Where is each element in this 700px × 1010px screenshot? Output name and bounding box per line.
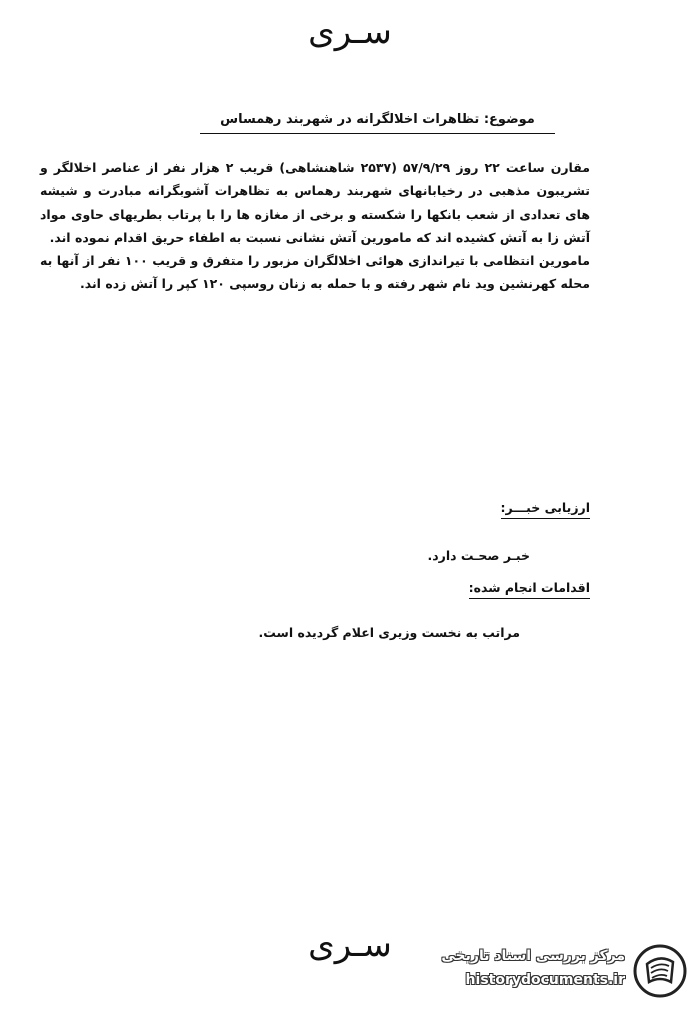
assessment-value: خبـر صحـت دارد. [427, 548, 530, 563]
watermark [415, 942, 695, 1002]
body-paragraph: مقارن ساعت ۲۲ روز ۵۷/۹/۲۹ (۲۵۳۷ شاهنشاهی) قریب ۲ هزار نفر از عناصر اخلالگر و تشریبون مذهبی در رخیابانهای شهربند رهماس به تظاهرات آشوبگرانه مبادرت و شیشه های تعدادی از شعب بانکها را شکسته و برخی از مغازه ها را با پرتاب بطریهای حاوی مواد آتش زا به آتش کشیده اند که مامورین آتش نشانی نسبت به اطفاء حریق اقدام نموده اند. [40, 160, 590, 245]
classification-stamp-bottom: سـرى [308, 925, 392, 965]
actions-heading [425, 580, 590, 599]
actions-heading-label: اقدامات انجام شده: [469, 580, 590, 599]
body-paragraph: مامورین انتظامی با تیراندازی هوائی اخلالگران مزبور را متفرق و قریب ۱۰۰ نفر از آنها به محله کهرنشین وید نام شهر رفته و با حمله به زنان روسپی ۱۲۰ کپر را آتش زده اند. [40, 253, 590, 292]
document-body [40, 156, 590, 296]
watermark-url: historydocuments.ir [465, 972, 625, 988]
assessment-heading-label: ارزیابی خبـــر: [501, 500, 590, 519]
document-scroll-icon [633, 944, 687, 998]
document-subject: موضوع: تظاهرات اخلالگرانه در شهربند رهمساس [200, 112, 555, 134]
assessment-heading [455, 500, 590, 519]
actions-value: مراتب به نخست وزیری اعلام گردیده است. [258, 625, 520, 640]
watermark-name: مرکز بررسی اسناد تاریخی [441, 948, 625, 964]
classification-stamp-top: سـرى [308, 12, 392, 52]
